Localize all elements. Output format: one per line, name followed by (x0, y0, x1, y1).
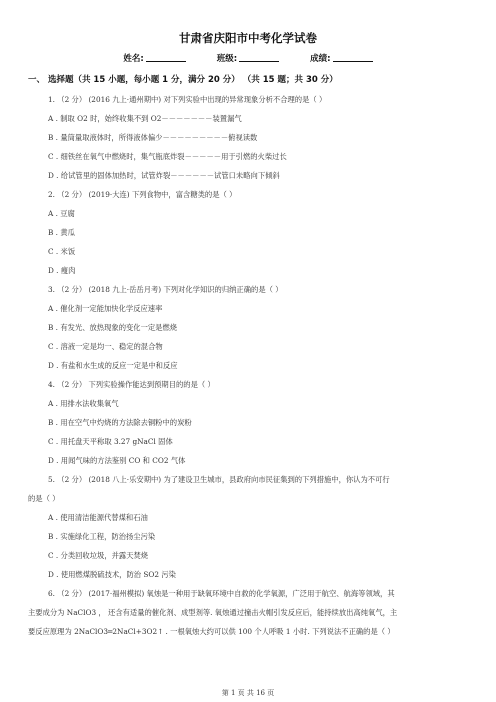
question-4-stem: 4. （2 分） 下列实验操作能达到预期目的的是（ ） (48, 380, 215, 389)
question-1-option-c: C . 细铁丝在氧气中燃烧时，集气瓶底炸裂－－－－－用于引燃的火柴过长 (48, 152, 287, 161)
class-field[interactable] (217, 52, 279, 64)
question-1-option-d: D . 给试管里的固体加热时，试管炸裂－－－－－－试管口未略向下倾斜 (48, 171, 280, 180)
question-5-option-c: C . 分类回收垃圾，并露天焚烧 (48, 551, 149, 560)
question-3-option-a: A . 催化剂一定能加快化学反应速率 (48, 304, 163, 313)
question-2-stem: 2. （2 分） (2019·大连) 下列食物中，富含糖类的是（ ） (48, 190, 237, 199)
question-6-stem: 6. （2 分） (2017·福州模拟) 氧烛是一种用于缺氧环境中自救的化学氧源，广泛用于航空、航海等领域，其 (48, 589, 395, 598)
question-3-stem: 3. （2 分） (2018 九上·岳岳月考) 下列对化学知识的归纳正确的是（ ） (48, 285, 283, 294)
name-field[interactable] (123, 52, 185, 64)
class-blank[interactable] (239, 53, 279, 62)
question-3-option-d: D . 有盐和水生成的反应一定是中和反应 (48, 361, 178, 370)
student-info-row (0, 52, 496, 64)
question-4-option-a: A . 用排水法收集氧气 (48, 399, 119, 408)
page-number: 第 1 页 共 16 页 (221, 689, 275, 697)
question-1-option-a: A . 制取 O2 时，始终收集不到 O2－－－－－－－装置漏气 (48, 114, 242, 123)
page-title: 甘肃省庆阳市中考化学试卷 (179, 31, 317, 45)
question-5-stem: 5. （2 分） (2018 八上·乐安期中) 为了建设卫生城市，县政府向市民征集到的下列措施中，你认为不可行 (48, 475, 390, 484)
section-heading: 一、 选择题（共 15 小题，每小题 1 分，满分 20 分） （共 15 题；共 30 分） (28, 75, 338, 85)
question-5-option-a: A . 使用清洁能源代替煤和石油 (48, 513, 148, 522)
name-label: 姓名: (123, 54, 144, 64)
score-label: 成绩: (310, 54, 331, 64)
question-4-option-d: D . 用闻气味的方法鉴别 CO 和 CO2 气体 (48, 456, 186, 465)
class-label: 班级: (216, 54, 238, 64)
score-field[interactable] (310, 52, 372, 64)
question-5-stem-continued: 的是（ ） (28, 494, 60, 503)
score-blank[interactable] (333, 53, 373, 62)
question-5-option-d: D . 使用燃煤脱硫技术，防治 SO2 污染 (48, 570, 176, 579)
question-2-option-c: C . 米饭 (48, 247, 76, 256)
question-1-stem: 1. （2 分） (2016 九上·通州期中) 对下列实验中出现的异常现象分析不合理的是（ ） (48, 95, 327, 104)
question-2-option-a: A . 豆腐 (48, 209, 75, 218)
question-3-option-c: C . 溶液一定是均一、稳定的混合物 (48, 342, 163, 351)
question-4-option-c: C . 用托盘天平称取 3.27 gNaCl 固体 (48, 437, 173, 446)
question-1-option-b: B . 量筒量取液体时，所得液体偏少－－－－－－－－－俯视读数 (48, 133, 258, 142)
question-6-stem-continued: 主要成分为 NaClO3 ， 还含有适量的催化剂、成型剂等. 氧烛通过撞击火帽引发反应后，能持续放出高纯氧气，主 (28, 608, 398, 617)
question-2-option-b: B . 黄瓜 (48, 228, 75, 237)
question-4-option-b: B . 用在空气中灼烧的方法除去铜粉中的炭粉 (48, 418, 192, 427)
name-blank[interactable] (146, 53, 186, 62)
question-3-option-b: B . 有发光、放热现象的变化一定是燃烧 (48, 323, 178, 332)
question-5-option-b: B . 实施绿化工程，防治扬尘污染 (48, 532, 156, 541)
question-2-option-d: D . 瘦肉 (48, 266, 76, 275)
question-6-stem-continued-2: 要反应原理为 2NaClO3═2NaCl+3O2↑ . 一根氧烛大约可以供 100 个人呼吸 1 小时. 下列说法不正确的是（ ） (28, 627, 395, 636)
